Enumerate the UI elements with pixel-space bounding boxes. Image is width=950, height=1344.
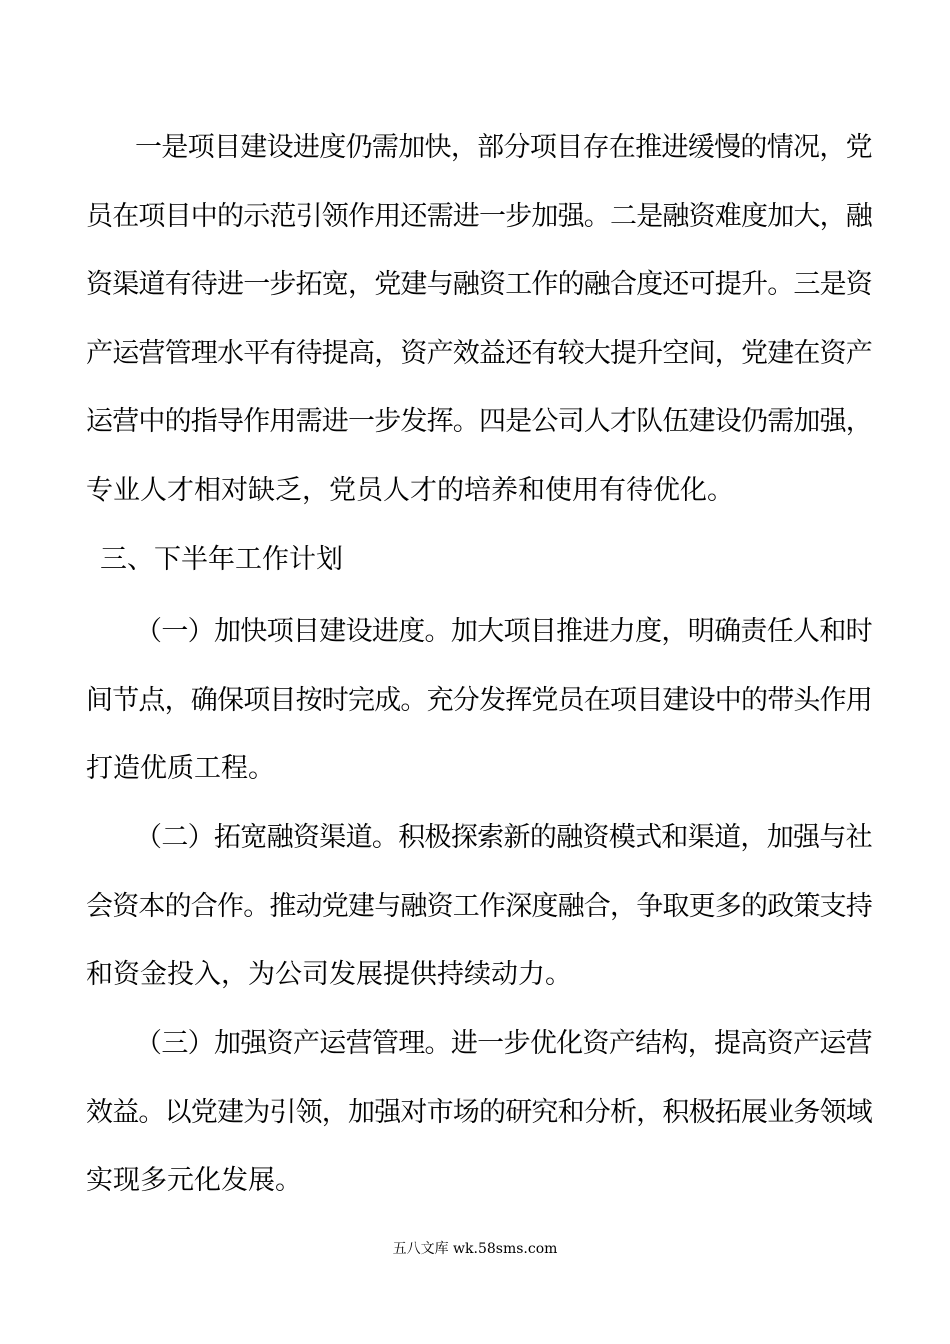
paragraph-line: 间节点，确保项目按时完成。充分发挥党员在项目建设中的带头作用: [86, 685, 872, 716]
paragraph-line: 运营中的指导作用需进一步发挥。四是公司人才队伍建设仍需加强，: [86, 406, 872, 437]
paragraph-line: 产运营管理水平有待提高，资产效益还有较大提升空间，党建在资产: [86, 338, 872, 369]
paragraph-line: 专业人才相对缺乏，党员人才的培养和使用有待优化。: [86, 475, 734, 506]
paragraph-line: （三）加强资产运营管理。进一步优化资产结构，提高资产运营: [135, 1028, 872, 1059]
paragraph-line: （一）加快项目建设进度。加大项目推进力度，明确责任人和时: [135, 616, 872, 647]
paragraph-line: 会资本的合作。推动党建与融资工作深度融合，争取更多的政策支持: [86, 891, 872, 922]
footer-watermark: 五八文库 wk.58sms.com: [392, 1241, 558, 1257]
paragraph-line: 打造优质工程。: [86, 753, 275, 784]
section-heading: 三、下半年工作计划: [100, 544, 343, 575]
paragraph-line: 员在项目中的示范引领作用还需进一步加强。二是融资难度加大，融: [86, 201, 872, 232]
paragraph-line: 实现多元化发展。: [86, 1165, 302, 1196]
paragraph-line: 一是项目建设进度仍需加快，部分项目存在推进缓慢的情况，党: [135, 132, 872, 163]
paragraph-line: （二）拓宽融资渠道。积极探索新的融资模式和渠道，加强与社: [135, 822, 872, 853]
paragraph-line: 和资金投入，为公司发展提供持续动力。: [86, 959, 572, 990]
paragraph-line: 效益。以党建为引领，加强对市场的研究和分析，积极拓展业务领域: [86, 1097, 872, 1128]
paragraph-line: 资渠道有待进一步拓宽，党建与融资工作的融合度还可提升。三是资: [86, 269, 872, 300]
